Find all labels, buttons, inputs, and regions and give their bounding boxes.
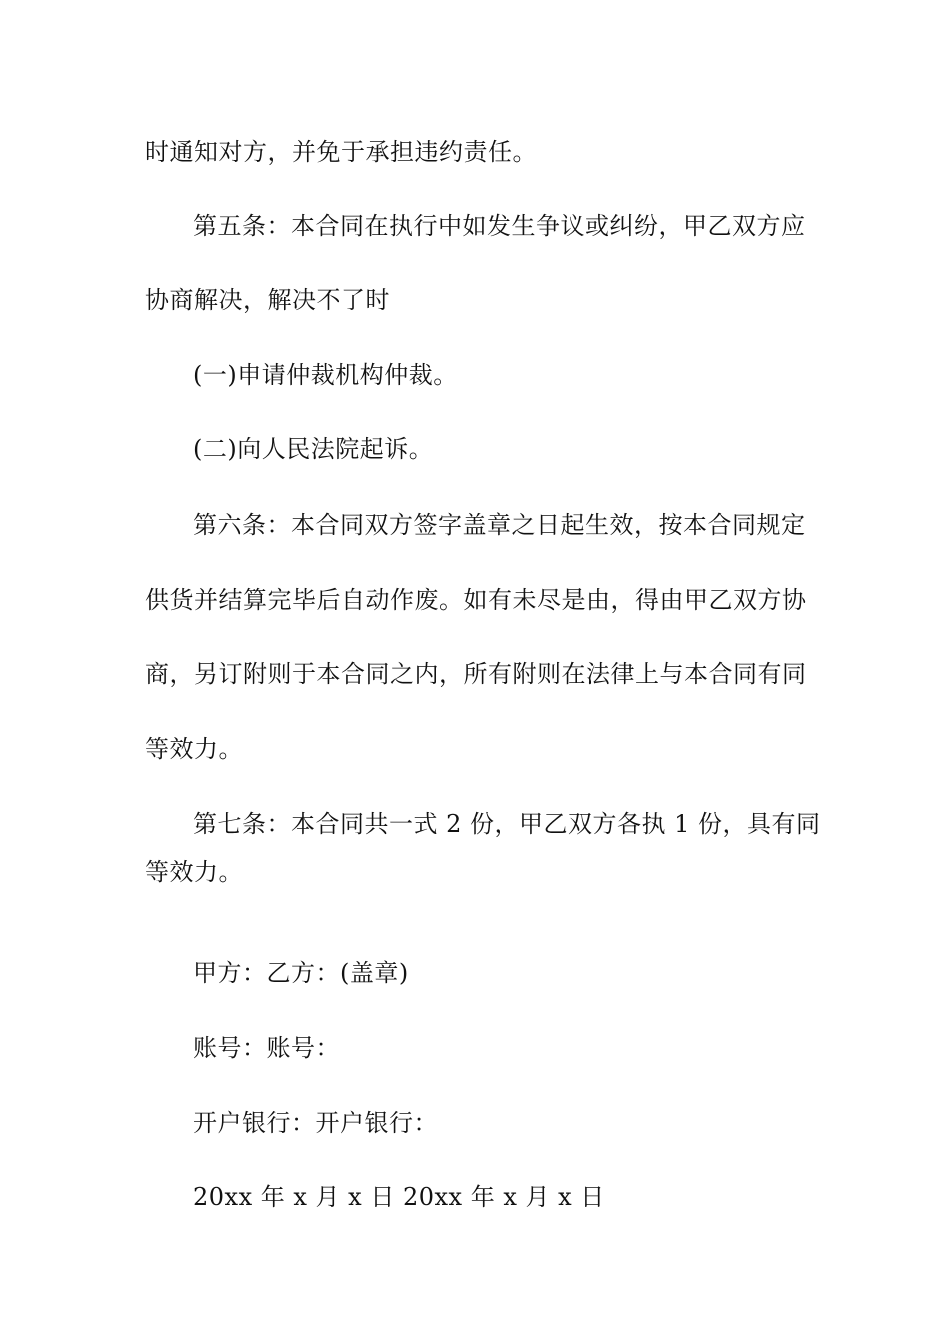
date-line: 20xx 年 x 月 x 日 20xx 年 x 月 x 日 bbox=[193, 1183, 605, 1211]
bank-line: 开户银行：开户银行： bbox=[193, 1109, 438, 1137]
account-line: 账号：账号： bbox=[193, 1034, 340, 1062]
article-five-line: 第五条：本合同在执行中如发生争议或纠纷，甲乙双方应 bbox=[193, 212, 806, 240]
paragraph-line: 等效力。 bbox=[145, 735, 243, 763]
paragraph-line: 等效力。 bbox=[145, 858, 243, 886]
list-item-court: (二)向人民法院起诉。 bbox=[193, 435, 434, 463]
paragraph-line: 时通知对方，并免于承担违约责任。 bbox=[145, 138, 537, 166]
paragraph-line: 协商解决，解决不了时 bbox=[145, 286, 390, 314]
article-six-line: 第六条：本合同双方签字盖章之日起生效，按本合同规定 bbox=[193, 511, 806, 539]
party-signature-line: 甲方：乙方：(盖章) bbox=[193, 959, 409, 987]
paragraph-line: 供货并结算完毕后自动作废。如有未尽是由，得由甲乙双方协 bbox=[145, 586, 807, 614]
paragraph-line: 商，另订附则于本合同之内，所有附则在法律上与本合同有同 bbox=[145, 660, 807, 688]
list-item-arbitration: (一)申请仲裁机构仲裁。 bbox=[193, 361, 458, 389]
article-seven-line: 第七条：本合同共一式 2 份，甲乙双方各执 1 份，具有同 bbox=[193, 810, 821, 838]
